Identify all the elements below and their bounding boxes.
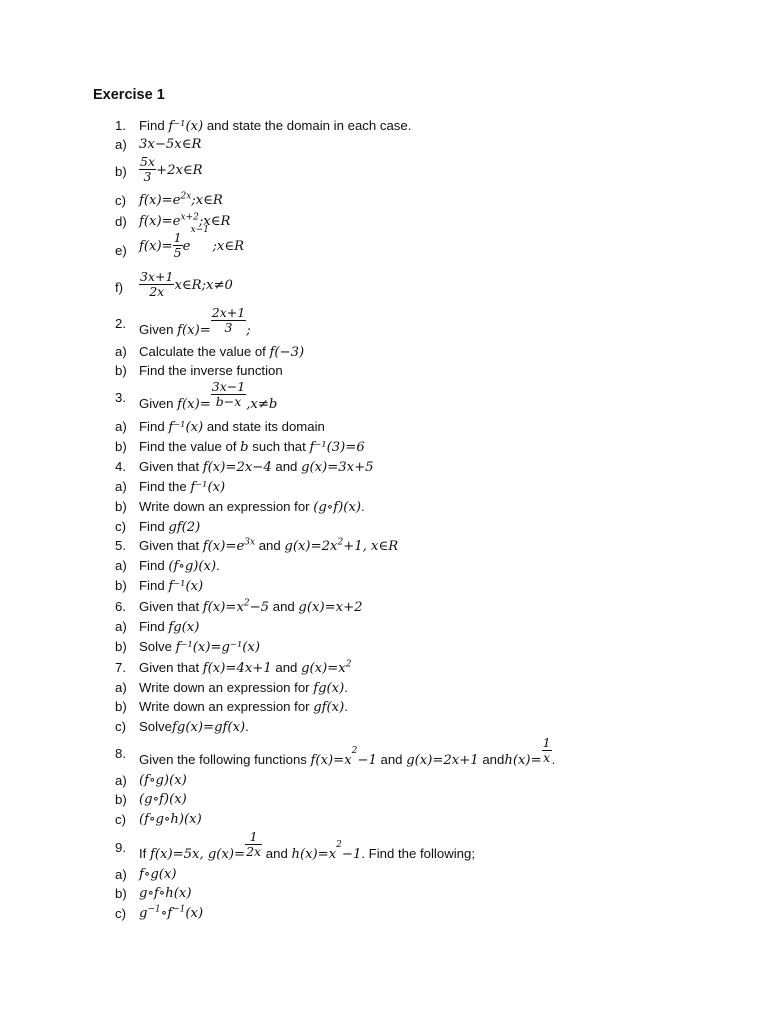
question-text: and bbox=[478, 751, 505, 767]
fraction-numerator: 1 bbox=[173, 230, 182, 245]
part-label: c) bbox=[115, 906, 126, 921]
math-expression: gf(x) bbox=[313, 700, 345, 715]
question-number: 9. bbox=[115, 840, 126, 855]
question-text: Find bbox=[139, 619, 169, 634]
math-exponent: x−1 bbox=[190, 225, 209, 235]
question-text: Find the bbox=[139, 479, 191, 494]
math-expression: ∘f bbox=[160, 906, 173, 921]
math-expression: f(x)=x bbox=[310, 752, 352, 768]
part-label: c) bbox=[115, 719, 126, 734]
math-expression: +1, x∈R bbox=[343, 539, 399, 554]
math-expression: f⁻¹(3)=6 bbox=[309, 440, 365, 455]
math-exponent: 2x bbox=[180, 191, 192, 202]
part-label: c) bbox=[115, 193, 126, 208]
question-number: 2. bbox=[115, 316, 126, 331]
question-text: Given that bbox=[139, 459, 203, 474]
math-expression: ;x∈R bbox=[191, 193, 223, 208]
question-text: and state its domain bbox=[203, 419, 325, 434]
part-label: a) bbox=[115, 773, 127, 788]
fraction bbox=[245, 830, 262, 859]
math-expression: ; bbox=[246, 322, 251, 338]
part-label: b) bbox=[115, 439, 127, 454]
question-text: Find bbox=[139, 419, 169, 434]
math-expression: ,x≠b bbox=[246, 396, 278, 412]
part-label: d) bbox=[115, 214, 127, 229]
math-expression: +2x∈R bbox=[156, 162, 203, 178]
math-expression: h(x)=x bbox=[291, 846, 337, 862]
question-number: 1. bbox=[115, 118, 126, 133]
math-expression: f⁻¹(x) bbox=[190, 480, 226, 495]
math-expression: f⁻¹(x) bbox=[168, 119, 204, 134]
fraction-denominator: 5 bbox=[173, 245, 182, 260]
question-text: and state the domain in each case. bbox=[203, 118, 412, 133]
math-exponent: 2 bbox=[336, 839, 342, 850]
math-exponent: 2 bbox=[351, 745, 358, 756]
math-expression: g bbox=[139, 906, 148, 921]
fraction-denominator: 3 bbox=[224, 320, 233, 335]
question-text: and bbox=[262, 845, 292, 861]
part-label: b) bbox=[115, 886, 127, 901]
math-expression: h(x)= bbox=[504, 752, 542, 768]
math-expression: ;x∈R bbox=[212, 239, 245, 254]
question-text: and bbox=[271, 459, 302, 474]
question-text: Find bbox=[139, 578, 169, 593]
question-number: 6. bbox=[115, 599, 126, 614]
math-expression: f∘g(x) bbox=[139, 867, 177, 882]
math-expression: −1 bbox=[341, 846, 362, 862]
part-label: a) bbox=[115, 344, 127, 359]
part-label: c) bbox=[115, 519, 126, 534]
question-text: Given that bbox=[139, 660, 203, 675]
part-label: a) bbox=[115, 419, 127, 434]
question-text: Given that bbox=[139, 538, 203, 553]
fraction-denominator: x bbox=[543, 750, 551, 765]
question-text: and bbox=[269, 599, 299, 614]
part-label: a) bbox=[115, 619, 127, 634]
part-label: c) bbox=[115, 812, 126, 827]
math-expression: (f∘g)(x) bbox=[139, 773, 187, 788]
fraction-denominator: 2x bbox=[149, 284, 165, 299]
question-text: . bbox=[245, 719, 249, 734]
math-expression: (x) bbox=[185, 906, 204, 921]
math-expression: g∘f∘h(x) bbox=[139, 886, 192, 901]
question-text: If bbox=[139, 845, 150, 861]
part-label: a) bbox=[115, 137, 127, 152]
math-exponent: 3x bbox=[244, 537, 256, 548]
part-label: a) bbox=[115, 680, 127, 695]
math-expression: −1 bbox=[357, 752, 377, 768]
question-text: and bbox=[271, 660, 302, 675]
fraction-numerator: 2x+1 bbox=[211, 305, 246, 320]
question-text: . bbox=[344, 680, 348, 695]
question-text: Given the following functions bbox=[139, 751, 311, 767]
fraction-numerator: 3x−1 bbox=[211, 379, 246, 394]
question-text: Write down an expression for bbox=[139, 680, 314, 695]
math-expression: f(x)=2x−4 bbox=[202, 460, 272, 475]
fraction-numerator: 3x+1 bbox=[140, 269, 174, 284]
part-label: a) bbox=[115, 867, 127, 882]
part-label: b) bbox=[115, 499, 127, 514]
question-text: Calculate the value of bbox=[139, 344, 270, 359]
question-text: Given that bbox=[139, 599, 203, 614]
question-text: Find the inverse function bbox=[139, 363, 283, 378]
math-expression: (g∘f)(x) bbox=[139, 792, 187, 807]
part-label: f) bbox=[115, 280, 124, 295]
question-text: Write down an expression for bbox=[139, 499, 314, 514]
question-number: 8. bbox=[115, 746, 126, 761]
fraction-denominator: b−x bbox=[215, 394, 242, 409]
fraction bbox=[211, 380, 246, 409]
math-expression: g(x)=2x+1 bbox=[406, 752, 479, 768]
math-expression: g(x)=x+2 bbox=[298, 600, 363, 615]
part-label: b) bbox=[115, 363, 127, 378]
math-expression: f(−3) bbox=[269, 345, 305, 360]
math-expression: −5 bbox=[249, 600, 270, 615]
fraction bbox=[211, 306, 246, 335]
math-expression: (f∘g)(x) bbox=[168, 559, 217, 574]
question-text: and bbox=[255, 538, 285, 553]
math-expression: ;x∈R bbox=[198, 214, 231, 229]
math-expression: (f∘g∘h)(x) bbox=[139, 812, 202, 827]
question-text: Solve bbox=[139, 719, 172, 734]
fraction bbox=[139, 155, 156, 184]
math-expression: (g∘f)(x) bbox=[313, 500, 362, 515]
math-expression: f(x)=e bbox=[202, 539, 245, 554]
part-label: a) bbox=[115, 479, 127, 494]
part-label: b) bbox=[115, 792, 127, 807]
math-expression: f(x)= bbox=[177, 322, 211, 338]
fraction bbox=[173, 231, 183, 260]
math-expression: fg(x) bbox=[168, 620, 200, 635]
math-expression: f(x)= bbox=[177, 396, 211, 412]
question-text: Find bbox=[139, 558, 169, 573]
part-label: b) bbox=[115, 639, 127, 654]
fraction bbox=[139, 270, 174, 299]
math-expression: f(x)=5x, g(x)= bbox=[150, 846, 246, 862]
math-expression: f(x)=e bbox=[139, 193, 181, 208]
question-text: Write down an expression for bbox=[139, 699, 314, 714]
question-number: 5. bbox=[115, 538, 126, 553]
math-exponent: 2 bbox=[337, 537, 344, 548]
math-expression: f(x)=x bbox=[202, 600, 244, 615]
question-text: Solve bbox=[139, 639, 176, 654]
math-exponent: 2 bbox=[345, 659, 352, 670]
question-text: Find bbox=[139, 118, 169, 133]
math-expression: e bbox=[182, 239, 191, 254]
math-exponent: −1 bbox=[147, 904, 161, 915]
question-text: . bbox=[361, 499, 365, 514]
math-exponent: x+2 bbox=[180, 212, 199, 223]
fraction-denominator: 3 bbox=[143, 169, 152, 184]
part-label: e) bbox=[115, 243, 127, 258]
math-expression: 3x−5x∈R bbox=[139, 137, 202, 152]
question-text: Given bbox=[139, 395, 178, 411]
math-expression: gf(2) bbox=[168, 520, 201, 535]
part-label: b) bbox=[115, 578, 127, 593]
question-text: . Find the following; bbox=[361, 845, 475, 861]
math-expression: g(x)=3x+5 bbox=[301, 460, 374, 475]
question-number: 3. bbox=[115, 390, 126, 405]
question-number: 4. bbox=[115, 459, 126, 474]
math-expression: fg(x)=gf(x) bbox=[172, 720, 246, 735]
math-expression: f(x)=e bbox=[139, 214, 181, 229]
exercise-title: Exercise 1 bbox=[93, 87, 165, 103]
question-text: and bbox=[376, 751, 407, 767]
math-expression: f(x)= bbox=[139, 239, 173, 254]
math-expression: g(x)=2x bbox=[284, 539, 338, 554]
math-expression: g(x)=x bbox=[301, 661, 346, 676]
math-expression: fg(x) bbox=[313, 681, 345, 696]
question-text: . bbox=[551, 751, 556, 767]
part-label: b) bbox=[115, 699, 127, 714]
question-text: Given bbox=[139, 321, 178, 337]
question-text: . bbox=[216, 558, 220, 573]
fraction bbox=[542, 736, 552, 765]
fraction-denominator: 2x bbox=[246, 844, 262, 859]
question-number: 7. bbox=[115, 660, 126, 675]
part-label: b) bbox=[115, 164, 127, 179]
question-text: . bbox=[344, 699, 348, 714]
math-expression: x∈R;x≠0 bbox=[174, 277, 233, 293]
fraction-numerator: 5x bbox=[140, 154, 156, 169]
question-text: such that bbox=[248, 439, 310, 454]
math-expression: f⁻¹(x)=g⁻¹(x) bbox=[175, 640, 260, 655]
question-text: Find the value of bbox=[139, 439, 241, 454]
fraction-numerator: 1 bbox=[542, 735, 551, 750]
math-expression: f⁻¹(x) bbox=[168, 420, 204, 435]
math-exponent: 2 bbox=[243, 598, 250, 609]
math-exponent: −1 bbox=[172, 904, 186, 915]
math-expression: f(x)=4x+1 bbox=[202, 661, 272, 676]
fraction-numerator: 1 bbox=[245, 830, 262, 845]
math-variable: b bbox=[240, 440, 249, 455]
part-label: a) bbox=[115, 558, 127, 573]
question-text: Find bbox=[139, 519, 169, 534]
math-expression: f⁻¹(x) bbox=[168, 579, 204, 594]
